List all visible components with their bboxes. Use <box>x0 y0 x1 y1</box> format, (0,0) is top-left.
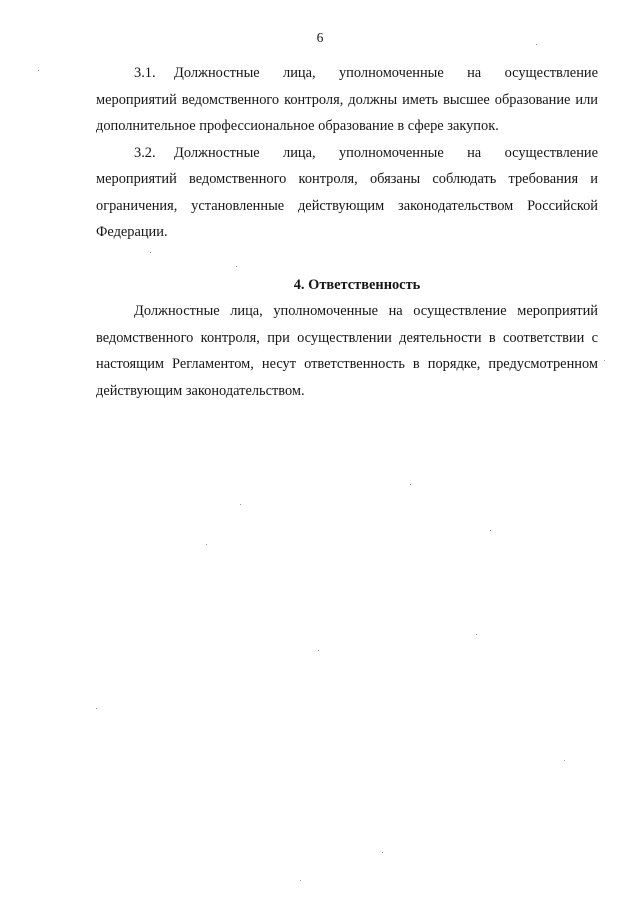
scan-speck <box>38 70 39 71</box>
scan-speck <box>536 44 537 45</box>
scan-speck <box>150 252 151 253</box>
section-body: Должностные лица, уполномоченные на осуществление мероприятий ведомственного контроля, при осуществлении деятельности в соответствии с настоящим Регламентом, несут ответственность в порядке, предусмотренном действующим законодательством. <box>96 303 598 399</box>
scan-speck <box>96 708 97 709</box>
clause-number: 3.2. <box>134 144 156 161</box>
clause-3-2 <box>96 140 598 246</box>
scan-speck <box>490 530 491 531</box>
scan-speck <box>300 880 301 881</box>
scan-speck <box>236 266 237 267</box>
scan-speck <box>206 544 207 545</box>
scan-speck <box>318 650 319 651</box>
clause-3-1 <box>96 60 598 140</box>
scan-speck <box>240 504 241 505</box>
page-number: 6 <box>316 30 324 45</box>
document-body <box>96 60 598 404</box>
clause-number: 3.1. <box>134 65 156 81</box>
scan-speck <box>564 760 565 761</box>
scan-speck <box>410 484 411 485</box>
scan-speck <box>604 360 605 361</box>
clause-text: Должностные лица, уполномоченные на осуществление мероприятий ведомственного контроля, должны иметь высшее образование или дополнительное профессиональное образование в сфере закупок. <box>96 65 598 134</box>
clause-text: Должностные лица, уполномоченные на осуществление мероприятий ведомственного контроля, обязаны соблюдать требования и ограничения, установленные действующим законодательством Российской Федерации. <box>96 144 598 240</box>
section-title: 4. Ответственность <box>293 276 421 293</box>
scan-speck <box>382 852 383 853</box>
scan-speck <box>476 634 477 635</box>
